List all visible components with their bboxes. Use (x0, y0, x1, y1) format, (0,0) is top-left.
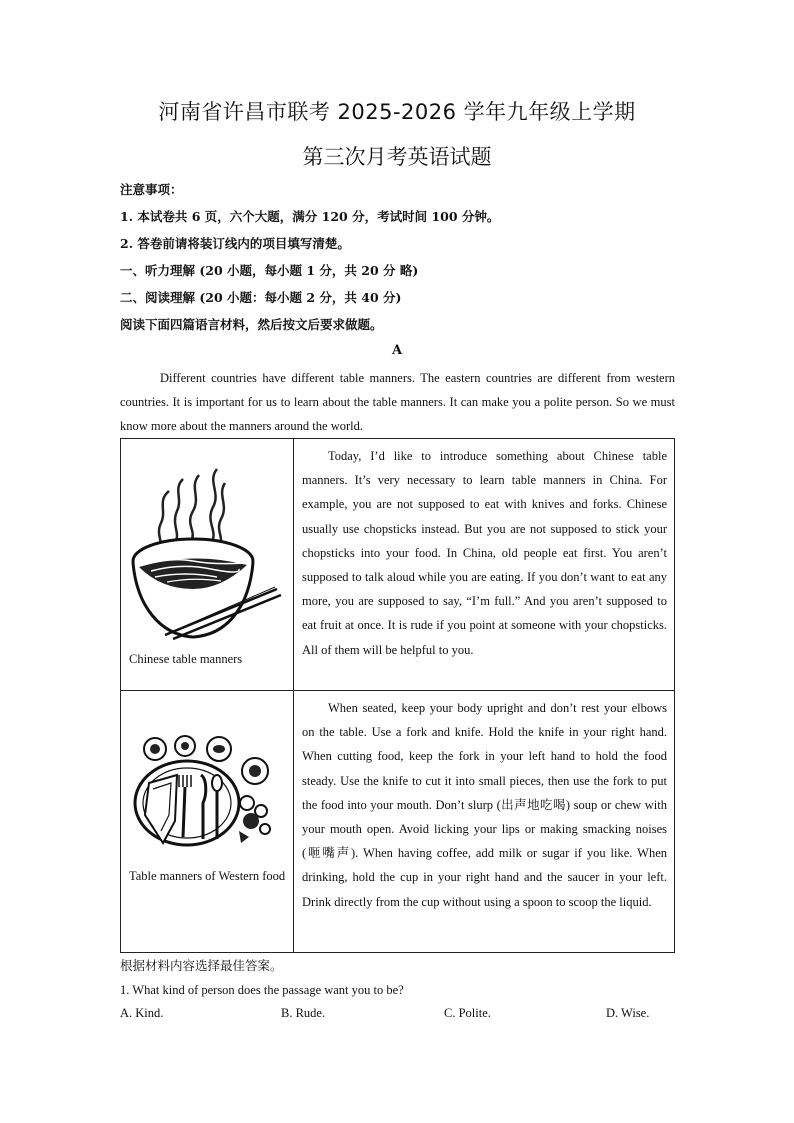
table-manners-table (120, 438, 675, 953)
question-1-option-b[interactable]: B. Rude. (281, 1006, 326, 1020)
question-1-option-a[interactable]: A. Kind. (120, 1006, 164, 1020)
part-1-heading: 一、听力理解 (20 小题，每小题 1 分，共 20 分 略) (120, 263, 419, 278)
chinese-manners-text-cell (294, 439, 675, 691)
section-a-intro-text: Different countries have different table manners. The eastern countries are different from western countries. It is important for us to learn about the table manners. It can make you a polite person. So we must know more about the manners around the world. (120, 371, 675, 433)
notes-heading: 注意事项： (120, 182, 183, 197)
question-1-stem: 1. What kind of person does the passage want you to be? (120, 983, 404, 997)
western-manners-caption: Table manners of Western food (129, 869, 286, 883)
notes-item-1: 1. 本试卷共 6 页，六个大题，满分 120 分，考试时间 100 分钟。 (120, 209, 500, 224)
notes-item-2: 2. 答卷前请将装订线内的项目填写清楚。 (120, 236, 350, 251)
chinese-manners-image-cell (121, 439, 294, 691)
table-row (121, 439, 675, 691)
part-2-heading: 二、阅读理解 (20 小题：每小题 2 分，共 40 分) (120, 290, 402, 305)
western-manners-image-cell (121, 691, 294, 953)
table-row (121, 691, 675, 953)
section-a-label: A (391, 343, 403, 358)
western-manners-text: When seated, keep your body upright and don’t rest your elbows on the table. Use a fork and knife. Hold the knife in your right hand. When cutting food, keep the fork in your left hand to hold the food steady. Use the knife to cut it into small pieces, then use the fork to put the food into your mouth. Don’t slurp (出声地吃喝) soup or chew with your mouth open. Avoid licking your lips or making smacking noises (咂嘴声). When having coffee, add milk or sugar if you like. When drinking, hold the cup in your right hand and the saucer in your left. Drink directly from the cup without using a spoon to scoop the liquid. (302, 701, 667, 909)
noodle-bowl-image (121, 439, 291, 679)
western-manners-text-cell (294, 691, 675, 953)
question-1-option-c[interactable]: C. Polite. (444, 1006, 491, 1020)
exam-title-line1: 河南省许昌市联考 2025-2026 学年九年级上学期 (158, 100, 636, 124)
chinese-manners-caption: Chinese table manners (129, 652, 243, 666)
reading-instruction: 阅读下面四篇语言材料，然后按文后要求做题。 (120, 317, 383, 332)
answer-instruction: 根据材料内容选择最佳答案。 (120, 959, 283, 973)
western-place-setting-image (121, 691, 291, 941)
chinese-manners-text: Today, I’d like to introduce something about Chinese table manners. It’s very necessary to learn table manners in China. For example, you are not supposed to eat with knives and forks. Chinese usually use chopsticks instead. But you are not supposed to stick your chopsticks into your food. In China, old people eat first. You aren’t supposed to talk aloud while you are eating. If you don’t want to eat any more, you are supposed to say, “I’m full.” And you aren’t supposed to eat fruit at once. It is rude if you point at someone with your chopsticks. All of them will be helpful to you. (302, 449, 667, 657)
exam-title-line2: 第三次月考英语试题 (302, 145, 492, 169)
section-a-intro (120, 366, 675, 438)
question-1-option-d[interactable]: D. Wise. (606, 1006, 650, 1020)
